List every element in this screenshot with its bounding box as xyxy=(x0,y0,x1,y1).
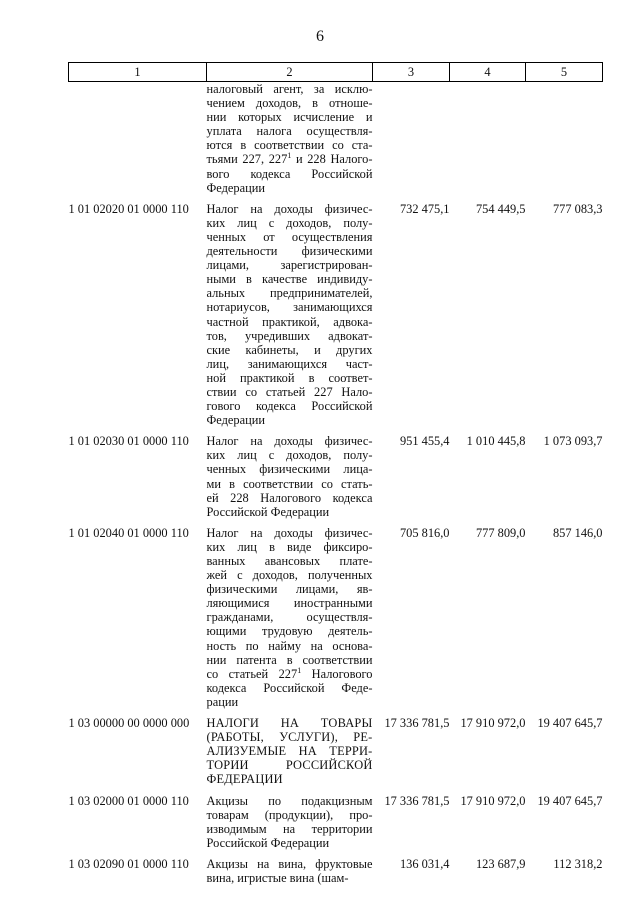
revenue-name-line: ФЕДЕРАЦИИ xyxy=(206,772,283,787)
column-header: 1 xyxy=(69,63,207,82)
budget-classification-code: 1 01 02020 01 0000 110 xyxy=(68,201,189,216)
amount-year-1: 732 475,1 xyxy=(399,201,450,216)
amount-year-2: 777 809,0 xyxy=(475,525,526,540)
revenue-name-line: Российской Федерации xyxy=(206,835,330,850)
amount-year-3: 857 146,0 xyxy=(552,525,603,540)
amount-year-2: 754 449,5 xyxy=(475,201,526,216)
revenue-name-line: ких лиц в виде фиксиро- xyxy=(206,539,373,554)
column-header: 5 xyxy=(526,63,603,82)
budget-classification-code: 1 01 02040 01 0000 110 xyxy=(68,525,189,540)
revenue-name-line: ей 228 Налогового кодекса xyxy=(206,490,373,505)
revenue-name-line: нотариусов, занимающихся xyxy=(206,300,373,315)
revenue-name-line: нии патента в соответствии xyxy=(206,652,373,667)
amount-year-1: 17 336 781,5 xyxy=(384,793,450,808)
column-header: 4 xyxy=(450,63,526,82)
revenue-name-line: ченных от осуществления xyxy=(206,229,373,244)
revenue-name-line: Налог на доходы физичес- xyxy=(206,525,373,540)
revenue-name-line: гового кодекса Российской xyxy=(206,399,373,414)
revenue-name xyxy=(207,709,373,786)
amount-year-1 xyxy=(373,82,450,195)
revenue-name-line: Акцизы на вина, фруктовые xyxy=(206,856,373,871)
budget-classification-code: 1 01 02030 01 0000 110 xyxy=(68,434,189,449)
revenue-name-line: вина, игристые вина (шам- xyxy=(206,870,349,885)
revenue-name-line: Федерации xyxy=(206,413,266,428)
revenue-name-line: ной практикой в соответ- xyxy=(206,370,373,385)
revenue-name-line: кодекса Российской Феде- xyxy=(206,680,373,695)
table-row xyxy=(69,427,603,519)
amount-year-1: 705 816,0 xyxy=(399,525,450,540)
revenue-name xyxy=(207,82,373,195)
revenue-name-line: ких лиц с доходов, полу- xyxy=(206,448,373,463)
budget-classification-code: 1 03 00000 00 0000 000 xyxy=(68,716,190,731)
revenue-name-line: ченных физическими лица- xyxy=(206,462,373,477)
revenue-name-line: ющими трудовую деятель- xyxy=(206,624,373,639)
table-body xyxy=(69,82,603,886)
revenue-name-line: ких лиц с доходов, полу- xyxy=(206,215,373,230)
revenue-name-line: нии которых исчисление и xyxy=(206,110,373,125)
revenue-name-line: (РАБОТЫ, УСЛУГИ), РЕ- xyxy=(206,730,373,745)
revenue-name-line: гражданами, осуществля- xyxy=(206,610,373,625)
revenue-name-line: чением доходов, в отноше- xyxy=(206,96,373,111)
revenue-name-line: Налог на доходы физичес- xyxy=(206,201,373,216)
revenue-name-line: лицами, зарегистрирован- xyxy=(206,258,373,273)
revenue-name-line: лиц, занимающихся част- xyxy=(206,356,373,371)
amount-year-2: 1 010 445,8 xyxy=(466,434,526,449)
revenue-name xyxy=(207,427,373,519)
table-row xyxy=(69,850,603,885)
revenue-name-line: ются в соответствии со ста- xyxy=(206,138,373,153)
revenue-name-line: частной практикой, адвока- xyxy=(206,314,373,329)
budget-classification-code: 1 03 02090 01 0000 110 xyxy=(68,856,189,871)
budget-revenue-table xyxy=(68,62,603,885)
amount-year-2: 17 910 972,0 xyxy=(460,716,526,731)
revenue-name-line: Налог на доходы физичес- xyxy=(206,434,373,449)
amount-year-2: 123 687,9 xyxy=(475,856,526,871)
amount-year-2: 17 910 972,0 xyxy=(460,793,526,808)
revenue-name-line: Российской Федерации xyxy=(206,504,330,519)
page-number: 6 xyxy=(316,28,324,45)
revenue-name-line: альных предпринимателей, xyxy=(206,286,373,301)
amount-year-3: 1 073 093,7 xyxy=(543,434,603,449)
table-row xyxy=(69,195,603,428)
column-header: 3 xyxy=(373,63,450,82)
revenue-name-line: физическими лицами, яв- xyxy=(206,582,373,597)
revenue-name-line: Федерации xyxy=(206,180,266,195)
column-header: 2 xyxy=(207,63,373,82)
revenue-name-line: ными в качестве индивиду- xyxy=(206,272,373,287)
revenue-name-line: уплата налога осуществля- xyxy=(206,124,373,139)
revenue-name-line: со статьей $227^1$ Налогового xyxy=(206,665,373,681)
revenue-name-line: ствии со статьей 227 Нало- xyxy=(206,384,373,399)
revenue-name-line: вого кодекса Российской xyxy=(206,166,373,181)
revenue-name-line: ми в соответствии со стать- xyxy=(206,476,373,491)
amount-year-1: 136 031,4 xyxy=(399,856,450,871)
amount-year-3: 112 318,2 xyxy=(553,856,603,871)
amount-year-3 xyxy=(526,82,603,195)
amount-year-2 xyxy=(450,82,526,195)
revenue-name-line: рации xyxy=(206,694,239,709)
revenue-name-line: ТОРИИ РОССИЙСКОЙ xyxy=(206,758,373,773)
revenue-name-line: ность по найму на основа- xyxy=(206,638,373,653)
amount-year-3: 19 407 645,7 xyxy=(537,793,603,808)
table-row xyxy=(69,787,603,850)
table-row xyxy=(69,519,603,709)
revenue-name xyxy=(207,787,373,850)
revenue-name-line: АЛИЗУЕМЫЕ НА ТЕРРИ- xyxy=(206,744,373,759)
budget-classification-code xyxy=(69,82,207,195)
amount-year-1: 951 455,4 xyxy=(399,434,450,449)
amount-year-1: 17 336 781,5 xyxy=(384,716,450,731)
revenue-name-line: тов, учредивших адвокат- xyxy=(206,328,373,343)
table-header-row xyxy=(69,63,603,82)
revenue-name-line: жей с доходов, полученных xyxy=(206,568,373,583)
revenue-name-line: ванных авансовых плате- xyxy=(206,554,373,568)
table-row xyxy=(69,709,603,786)
revenue-name-line: Акцизы по подакцизным xyxy=(206,793,373,808)
revenue-name-line: ляющимися иностранными xyxy=(206,596,373,611)
revenue-name-line: тьями 227, $227^1$ и 228 Налого- xyxy=(206,151,373,167)
revenue-name-line: ские кабинеты, и других xyxy=(206,342,373,357)
revenue-name-line: деятельности физическими xyxy=(206,244,373,259)
revenue-name-line: налоговый агент, за исклю- xyxy=(206,82,373,96)
revenue-name-line: товарам (продукции), про- xyxy=(206,807,373,822)
revenue-name xyxy=(207,519,373,709)
amount-year-3: 777 083,3 xyxy=(552,201,603,216)
revenue-name-line: НАЛОГИ НА ТОВАРЫ xyxy=(206,716,373,731)
budget-classification-code: 1 03 02000 01 0000 110 xyxy=(68,793,189,808)
revenue-name xyxy=(207,195,373,428)
table-row xyxy=(69,82,603,195)
revenue-name xyxy=(207,850,373,885)
amount-year-3: 19 407 645,7 xyxy=(537,716,603,731)
revenue-name-line: изводимым на территории xyxy=(206,821,373,836)
